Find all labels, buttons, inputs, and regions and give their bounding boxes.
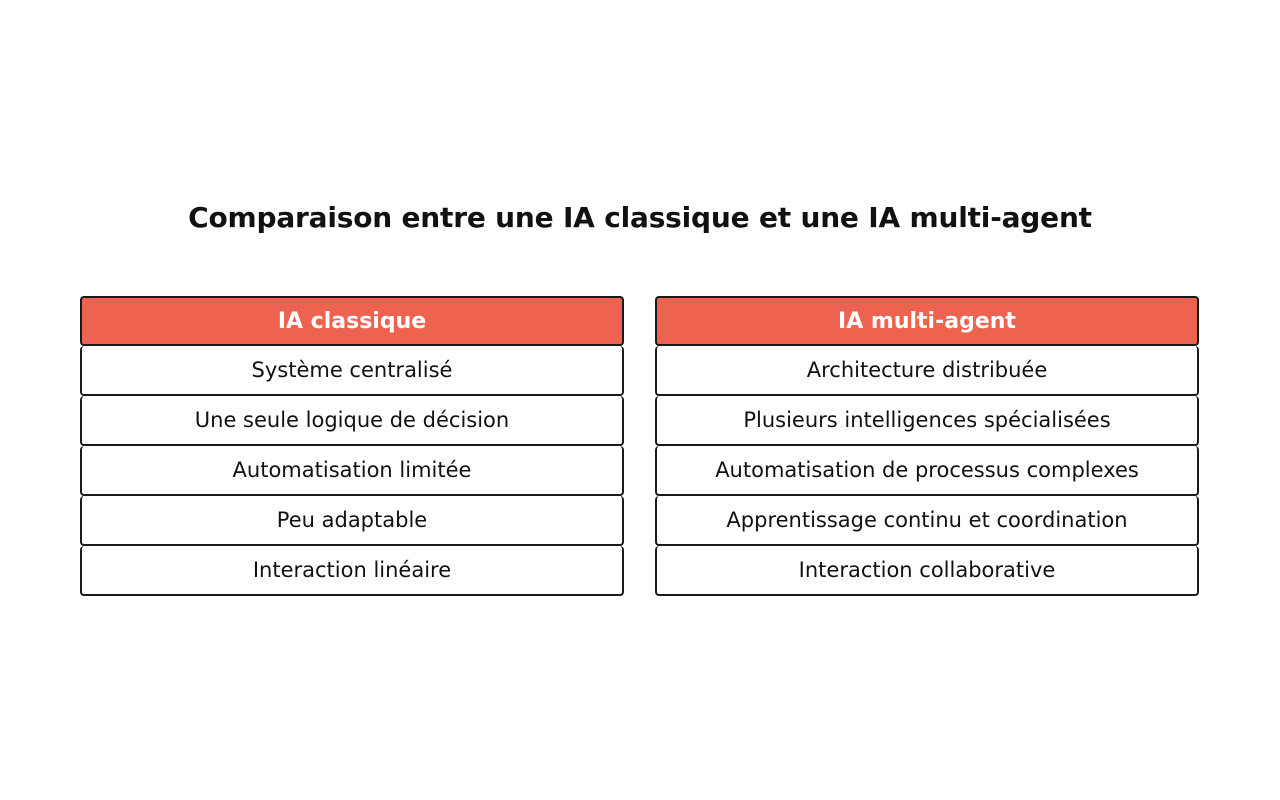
table-row: Automatisation de processus complexes <box>655 446 1199 496</box>
table-row: Interaction collaborative <box>655 546 1199 596</box>
table-row: Plusieurs intelligences spécialisées <box>655 396 1199 446</box>
table-row: Une seule logique de décision <box>80 396 624 446</box>
table-ia-classique <box>80 296 624 596</box>
table-header-ia-classique: IA classique <box>80 296 624 346</box>
table-row: Système centralisé <box>80 346 624 396</box>
table-row: Interaction linéaire <box>80 546 624 596</box>
table-header-ia-multi-agent: IA multi-agent <box>655 296 1199 346</box>
diagram-title: Comparaison entre une IA classique et une IA multi-agent <box>188 201 1092 234</box>
table-ia-multi-agent <box>655 296 1199 596</box>
table-row: Automatisation limitée <box>80 446 624 496</box>
table-row: Architecture distribuée <box>655 346 1199 396</box>
table-row: Peu adaptable <box>80 496 624 546</box>
table-row: Apprentissage continu et coordination <box>655 496 1199 546</box>
